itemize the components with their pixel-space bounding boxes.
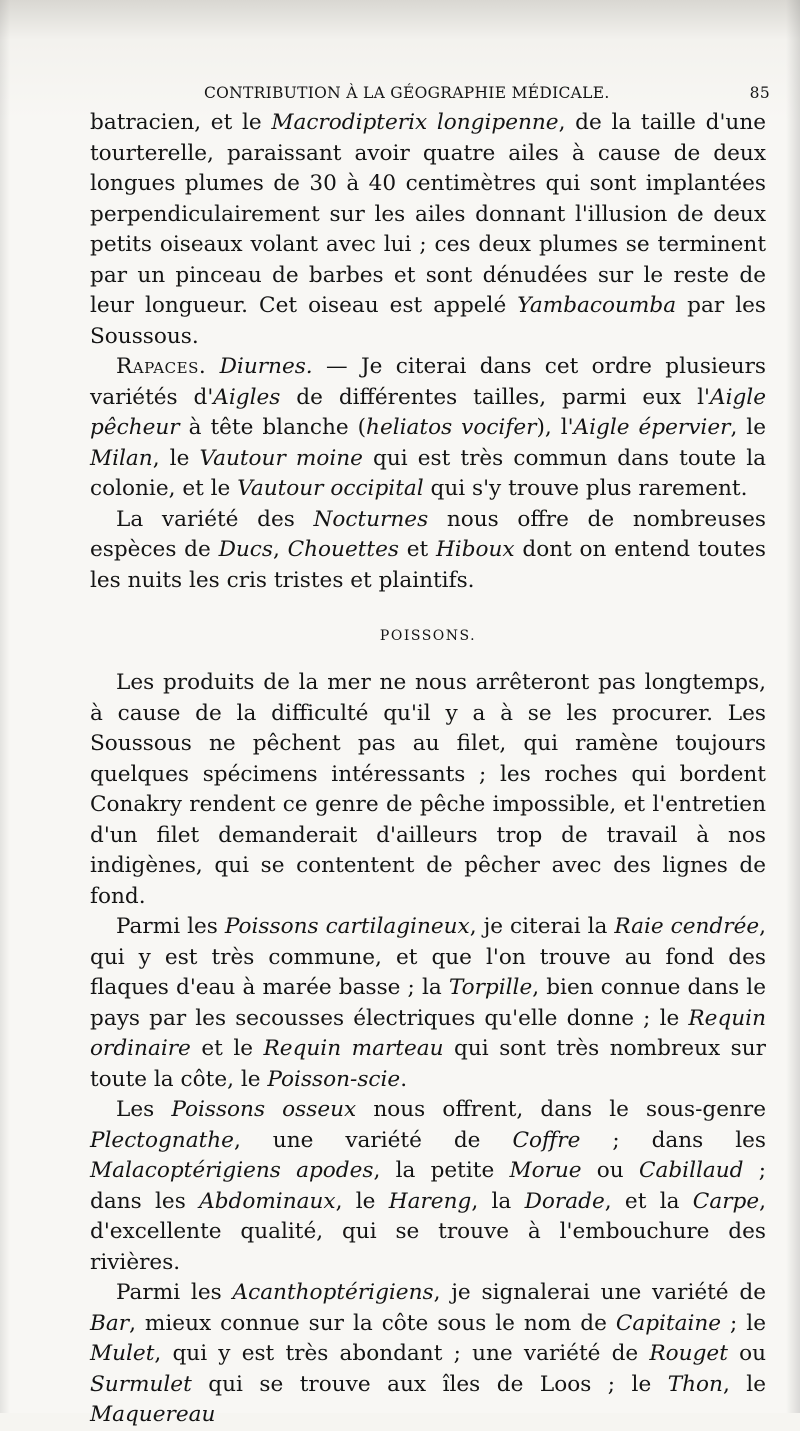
species-name: Surmulet: [90, 1371, 192, 1397]
text-run: , qui y est très commune, et que l'on trouve au fond des flaques d'eau à marée basse ; la: [90, 914, 766, 1000]
text-run: — Je citerai dans cet ordre plusieurs variétés d': [90, 354, 766, 410]
text-run: qui s'y trouve plus rarement.: [423, 476, 748, 501]
text-run: , d'excellente qualité, qui se trouve à l'embouchure des rivières.: [90, 1188, 766, 1275]
text-run: , je signalerai une variété de: [433, 1280, 766, 1305]
species-name: Morue: [509, 1158, 582, 1183]
paragraph-nocturnes: [90, 505, 766, 597]
text-run: , bien connue dans le pays par les secousses électriques qu'elle donne ; le: [90, 975, 766, 1031]
text-run: , le: [335, 1188, 389, 1214]
text-run: batracien, et le: [90, 110, 272, 135]
text-run: , et la: [604, 1188, 693, 1214]
section-heading-poissons: POISSONS.: [379, 628, 477, 644]
text-run: et: [398, 537, 436, 562]
species-name: Poissons cartilagineux: [224, 914, 470, 939]
text-run: , une variété de: [233, 1127, 513, 1153]
text-run: , de la taille d'une tourterelle, paraissant avoir quatre ailes à cause de deux longues plumes de 30 à 40 centimètres qui sont implantées perpendiculairement sur les ailes donnant l'illusion de deux petits oiseaux volant avec lui ; ces deux plumes se terminent par un pinceau de barbes et sont dénudées sur le reste de leur longueur. Cet oiseau est appelé: [90, 110, 767, 318]
species-name: Requin marteau: [263, 1036, 444, 1061]
species-name: Aigles: [213, 384, 281, 410]
species-name: Rouget: [649, 1341, 728, 1366]
text-run: , le: [730, 415, 766, 440]
text-run: ou: [581, 1158, 639, 1183]
page-edge-shadow-right: [786, 0, 800, 1413]
section-label-rapaces: Rapaces.: [116, 354, 207, 379]
text-run: ; dans les: [580, 1127, 766, 1153]
species-name: Mulet: [90, 1341, 155, 1366]
text-run: Parmi les: [116, 1280, 233, 1305]
text-run: Les produits de la mer ne nous arrêteront pas longtemps, à cause de la difficulté qu'il y a à se les procurer. Les Soussous ne pêchent pas au filet, qui ramène toujours quelques spécimens intéressants ; les roches qui bordent Conakry rendent ce genre de pêche impossible, et l'entretien d'un filet demanderait d'ailleurs trop de travail à nos indigènes, qui se contentent de pêcher avec des lignes de fond.: [90, 670, 766, 909]
species-name: Macrodipterix longipenne: [271, 110, 559, 135]
text-run: Les: [116, 1097, 172, 1122]
species-name: Nocturnes: [313, 506, 429, 532]
text-run: Parmi les: [116, 914, 225, 939]
species-name: Malacoptérigiens apodes: [90, 1158, 374, 1183]
text-run: , qui y est très abondant ; une variété de: [154, 1341, 650, 1366]
text-run: ou: [727, 1341, 766, 1366]
species-name: Ducs: [218, 537, 273, 562]
text-run: La variété des: [116, 506, 314, 532]
species-name: Plectognathe: [90, 1127, 234, 1153]
subsection-label: Diurnes.: [219, 354, 313, 379]
text-run: , le: [722, 1371, 766, 1397]
paragraph-fishing: [90, 668, 766, 912]
species-name: Requin ordinaire: [90, 1005, 766, 1061]
text-run: ,: [272, 537, 288, 562]
species-name: Dorade: [524, 1188, 605, 1214]
species-name: Hiboux: [435, 537, 515, 562]
text-run: à tête blanche (: [179, 415, 367, 440]
species-name: Milan: [90, 445, 153, 471]
body-text: [90, 108, 766, 1431]
text-run: .: [400, 1066, 408, 1092]
species-name: Hareng: [388, 1188, 472, 1214]
text-run: ; dans les: [90, 1158, 766, 1214]
text-run: nous offre de nombreuses espèces de: [90, 506, 767, 562]
text-run: , mieux connue sur la côte sous le nom de: [129, 1310, 616, 1336]
species-name: Acanthoptérigiens: [232, 1280, 434, 1305]
text-run: par les Soussous.: [90, 293, 766, 349]
text-run: de différentes tailles, parmi eux l': [280, 384, 710, 410]
text-run: , je citerai la: [469, 914, 615, 939]
species-name: Abdominaux: [199, 1188, 336, 1214]
text-run: dont on entend toutes les nuits les cris tristes et plaintifs.: [90, 537, 766, 593]
species-name: Poisson-scie: [267, 1066, 401, 1092]
page-edge-shadow-left: [0, 0, 10, 1413]
species-name: Carpe: [692, 1188, 760, 1214]
text-run: , la: [471, 1188, 525, 1214]
paragraph-birds-continued: [90, 108, 766, 352]
species-name: heliatos vocifer: [366, 415, 537, 440]
text-run: , la petite: [373, 1158, 510, 1183]
text-run: qui sont très nombreux sur toute la côte, le: [90, 1036, 766, 1092]
species-name: Chouettes: [287, 537, 399, 562]
paragraph-acanthopterygians: [90, 1278, 766, 1431]
species-name: Raie cendrée: [614, 914, 760, 939]
species-name: Thon: [667, 1371, 723, 1397]
species-name: Coffre: [512, 1127, 581, 1153]
text-run: ), l': [536, 415, 574, 440]
species-name: Vautour occipital: [237, 476, 424, 501]
species-name: Maquereau: [90, 1402, 216, 1427]
text-run: et le: [190, 1036, 264, 1061]
running-title: CONTRIBUTION À LA GÉOGRAPHIE MÉDICALE.: [204, 84, 610, 102]
paragraph-bony-fish: [90, 1095, 766, 1278]
species-name: Vautour moine: [199, 445, 363, 471]
text-run: nous offrent, dans le sous-genre: [356, 1097, 766, 1122]
paragraph-rapaces: [90, 352, 766, 505]
text-run: qui est très commun dans toute la colonie, et le: [90, 445, 767, 501]
species-name: Aigle épervier: [573, 415, 731, 440]
text-run: ; le: [721, 1310, 766, 1336]
species-name: Bar: [90, 1310, 130, 1336]
page-number: 85: [749, 84, 770, 102]
local-name: Yambacoumba: [517, 293, 677, 318]
species-name: Poissons osseux: [171, 1097, 357, 1122]
text-run: , le: [152, 445, 200, 471]
species-name: Cabillaud: [638, 1158, 744, 1183]
species-name: Torpille: [448, 975, 533, 1000]
species-name: Capitaine: [615, 1310, 722, 1336]
text-run: qui se trouve aux îles de Loos ; le: [191, 1371, 668, 1397]
paragraph-cartilaginous-fish: [90, 912, 766, 1095]
species-name: Aigle pêcheur: [90, 384, 766, 440]
running-header: [90, 84, 770, 108]
